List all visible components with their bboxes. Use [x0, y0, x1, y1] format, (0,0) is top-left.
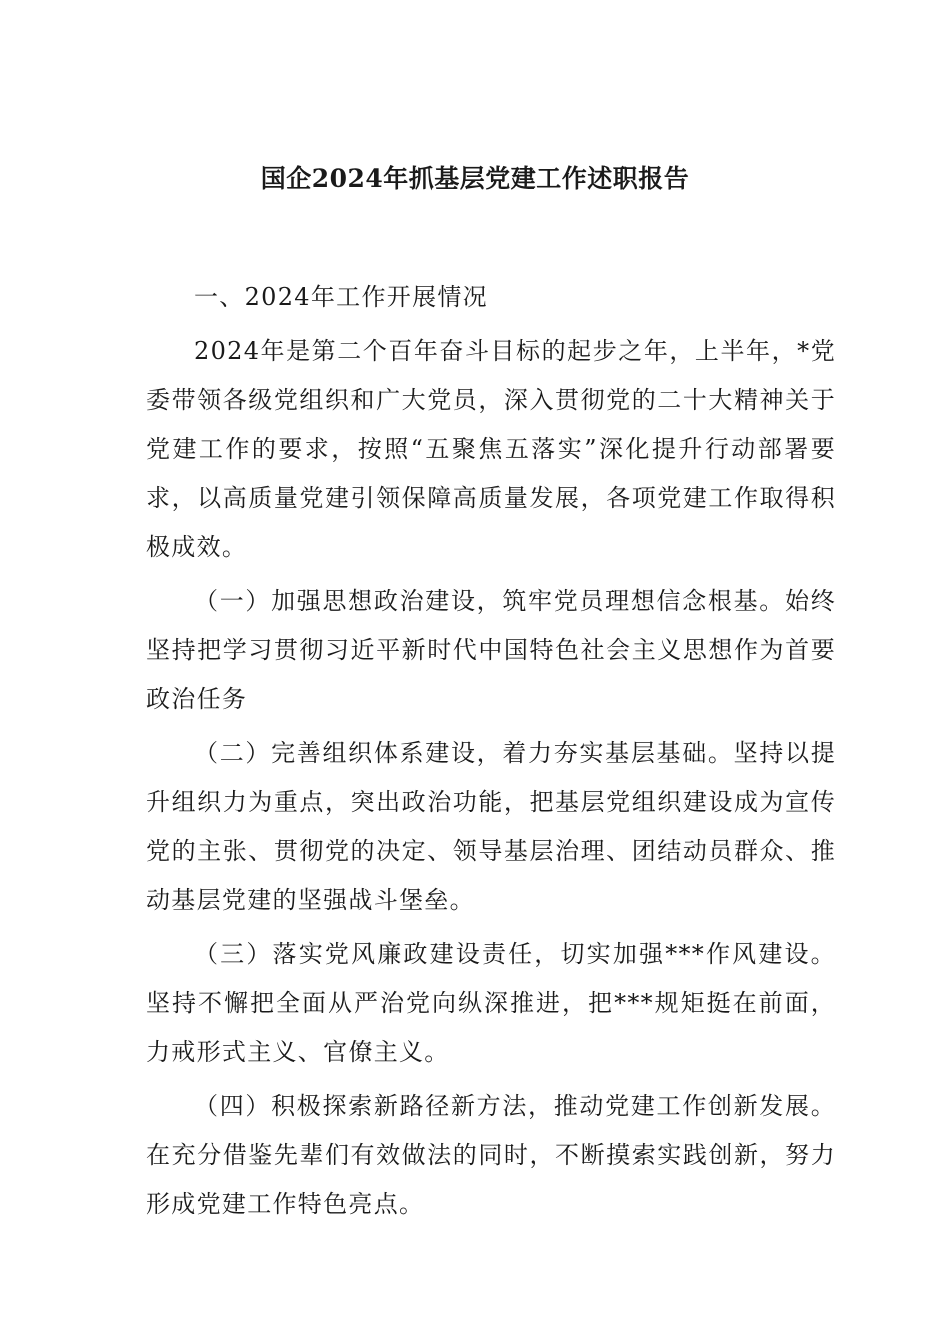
item-paragraph-4: （四）积极探索新路径新方法，推动党建工作创新发展。在充分借鉴先辈们有效做法的同时，不断摸索实践创新，努力形成党建工作特色亮点。 — [146, 1092, 836, 1218]
item-paragraph-3: （三）落实党风廉政建设责任，切实加强***作风建设。坚持不懈把全面从严治党向纵深推进，把***规矩挺在前面，力戒形式主义、官僚主义。 — [146, 940, 836, 1066]
item-paragraph-2: （二）完善组织体系建设，着力夯实基层基础。坚持以提升组织力为重点，突出政治功能，把基层党组织建设成为宣传党的主张、贯彻党的决定、领导基层治理、团结动员群众、推动基层党建的坚强战斗堡垒。 — [146, 739, 836, 914]
section-heading: 一、2024年工作开展情况 — [194, 283, 488, 311]
item-paragraph-1: （一）加强思想政治建设，筑牢党员理想信念根基。始终坚持把学习贯彻习近平新时代中国特色社会主义思想作为首要政治任务 — [146, 587, 836, 713]
document-body — [146, 273, 836, 1229]
intro-paragraph: 2024年是第二个百年奋斗目标的起步之年，上半年，*党委带领各级党组织和广大党员，深入贯彻党的二十大精神关于党建工作的要求，按照“五聚焦五落实”深化提升行动部署要求，以高质量党建引领保障高质量发展，各项党建工作取得积极成效。 — [146, 337, 836, 561]
document-title: 国企2024年抓基层党建工作述职报告 — [260, 164, 690, 193]
